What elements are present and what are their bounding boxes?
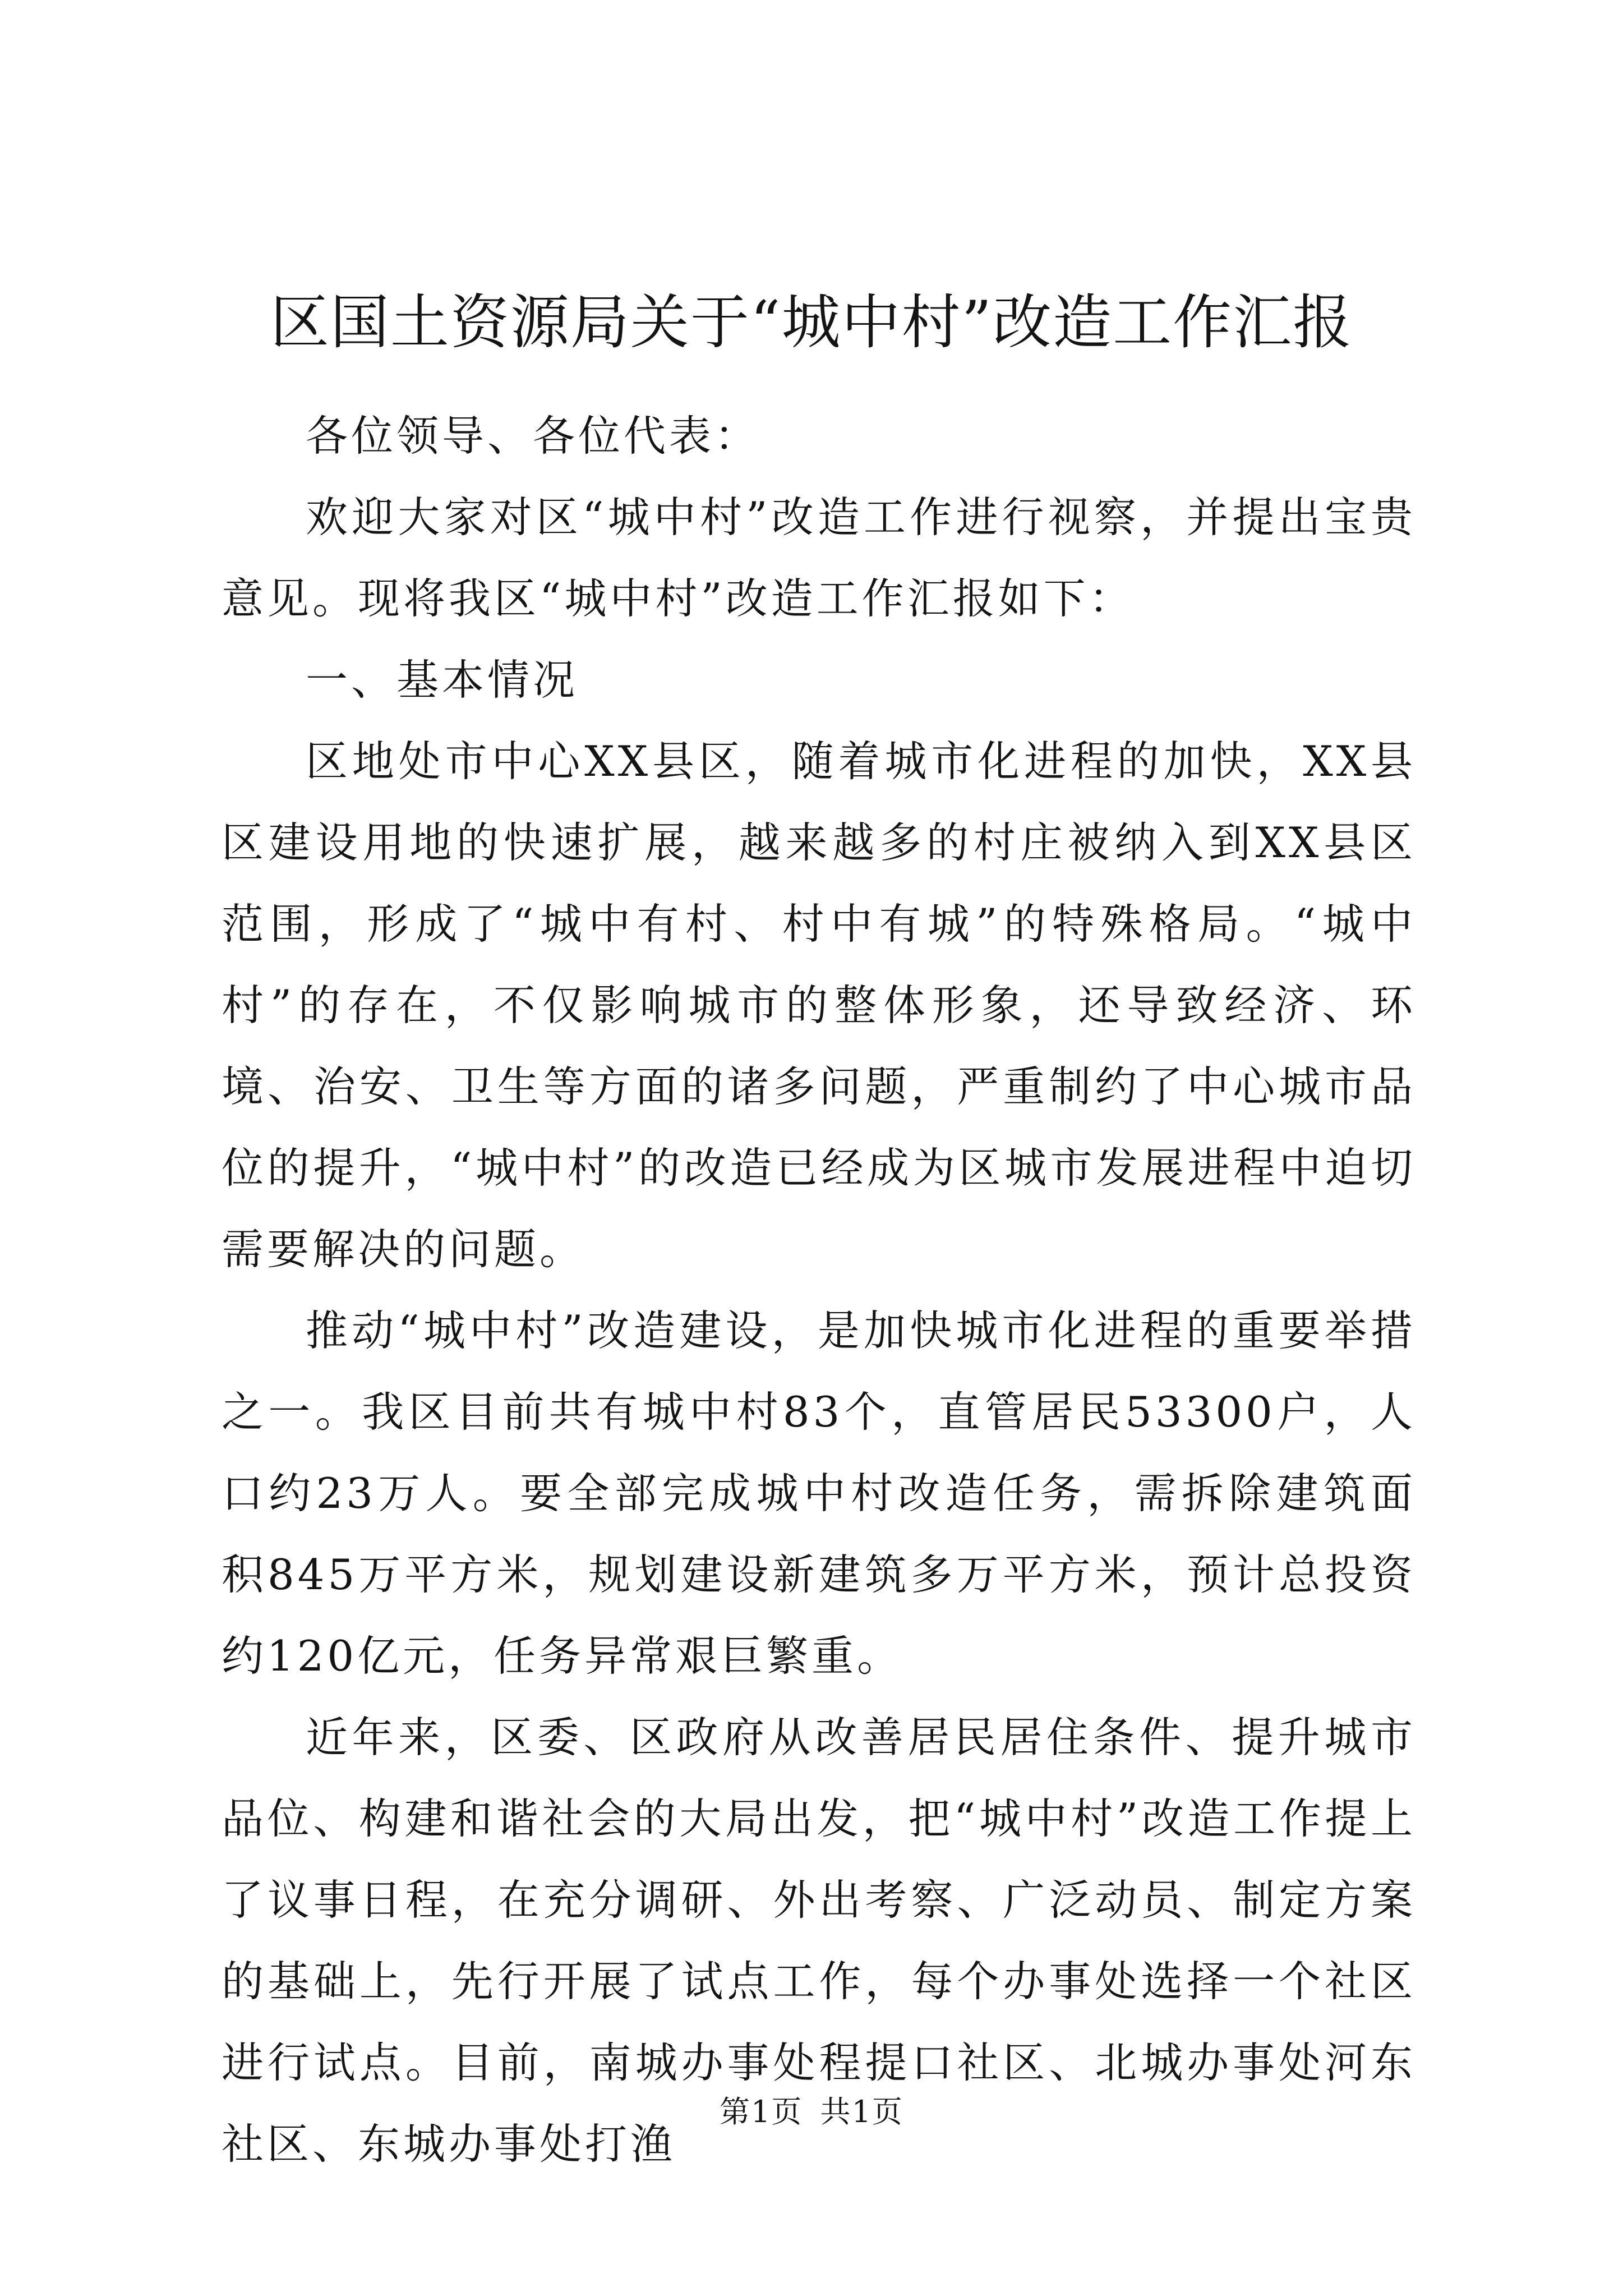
paragraph-background: 区地处市中心XX县区，随着城市化进程的加快，XX县区建设用地的快速扩展，越来越多的村庄被纳入到XX县区范围，形成了“城中有村、村中有城”的特殊格局。“城中村”的存在，不仅影响城市的整体形象，还导致经济、环境、治安、卫生等方面的诸多问题，严重制约了中心城市品位的提升，“城中村”的改造已经成为区城市发展进程中迫切需要解决的问题。 — [222, 737, 1416, 1274]
paragraph-progress: 近年来，区委、区政府从改善居民居住条件、提升城市品位、构建和谐社会的大局出发，把“城中村”改造工作提上了议事日程，在充分调研、外出考察、广泛动员、制定方案的基础上，先行开展了试点工作，每个办事处选择一个社区进行试点。目前，南城办事处程提口社区、北城办事处河东社区、东城办事处打渔 — [222, 1713, 1416, 2169]
document-title: 区国土资源局关于“城中村”改造工作汇报 — [270, 288, 1353, 357]
salutation: 各位领导、各位代表： — [306, 411, 760, 461]
document-body — [222, 395, 1416, 2185]
page-number: 第1页 — [720, 2094, 803, 2129]
section-heading: 一、基本情况 — [306, 655, 579, 705]
paragraph-intro: 欢迎大家对区“城中村”改造工作进行视察，并提出宝贵意见。现将我区“城中村”改造工作汇报如下： — [222, 493, 1416, 623]
paragraph-statistics: 推动“城中村”改造建设，是加快城市化进程的重要举措之一。我区目前共有城中村83个，直管居民53300户，人口约23万人。要全部完成城中村改造任务，需拆除建筑面积845万平方米，规划建设新建筑多万平方米，预计总投资约120亿元，任务异常艰巨繁重。 — [222, 1306, 1416, 1681]
page-total: 共1页 — [820, 2094, 903, 2129]
page-footer — [0, 2090, 1623, 2134]
